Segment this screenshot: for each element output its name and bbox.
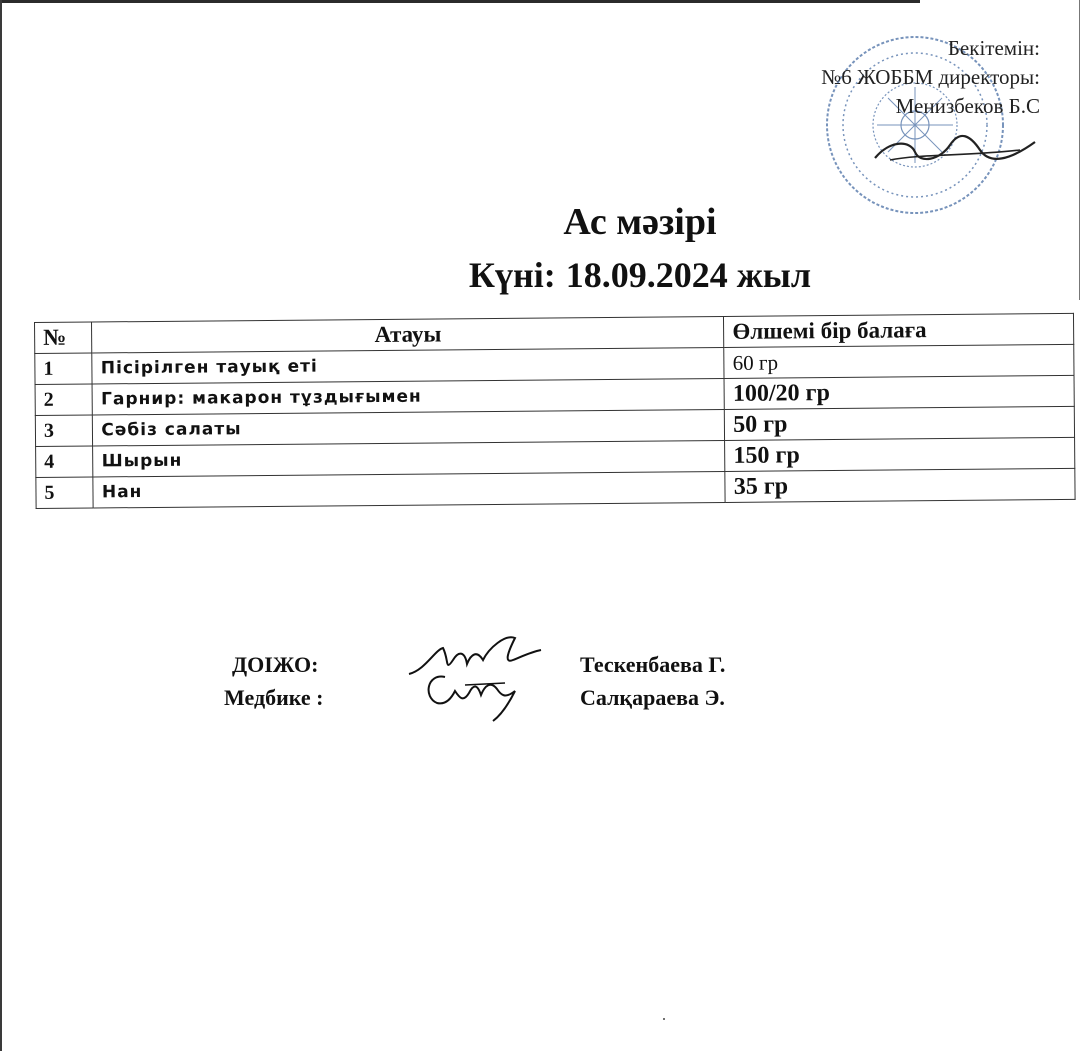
date-line: [100, 254, 1080, 296]
header-name: Атауы: [92, 316, 724, 353]
row-no: 1: [35, 353, 93, 385]
header-portion: Өлшемі бір балаға: [724, 313, 1074, 347]
row-no: 3: [35, 415, 93, 447]
page-title: Ас мәзірі: [563, 201, 717, 243]
date-value: 18.09.2024 жыл: [565, 255, 812, 295]
page-top-edge: [0, 0, 920, 3]
signature-name: Тескенбаева Г.: [580, 652, 726, 677]
row-portion: 50 гр: [725, 406, 1075, 440]
signature-role: Медбике :: [224, 685, 324, 710]
approval-line-2: №6 ЖОББМ директоры:: [821, 65, 1040, 89]
speck: [663, 1018, 665, 1020]
director-signature-icon: [870, 130, 1040, 170]
row-name: Шырын: [93, 440, 725, 477]
header-no: №: [35, 322, 93, 354]
row-name: Сәбіз салаты: [93, 409, 725, 446]
row-name: Гарнир: макарон тұздығымен: [92, 378, 724, 415]
row-portion: 60 гр: [724, 344, 1074, 378]
row-name: Нан: [93, 471, 725, 508]
row-name: Пісірілген тауық еті: [92, 347, 724, 384]
signature-row-nurse: [0, 685, 1080, 725]
approval-block: [821, 34, 1040, 121]
row-portion: 150 гр: [725, 437, 1075, 471]
menu-table: [34, 313, 1076, 509]
signature-name: Салқараева Э.: [580, 685, 725, 710]
row-no: 5: [36, 477, 94, 509]
row-no: 2: [35, 384, 93, 416]
page-left-edge: [0, 0, 2, 1051]
handwritten-signature-icon: [405, 663, 545, 723]
row-portion: 35 гр: [725, 468, 1075, 502]
signature-role: ДОІЖО:: [232, 652, 319, 677]
row-no: 4: [36, 446, 94, 478]
date-label: Күні:: [468, 255, 556, 295]
approval-line-1: Бекітемін:: [947, 36, 1040, 60]
approval-line-3: Менизбеков Б.С: [895, 94, 1040, 118]
row-portion: 100/20 гр: [724, 375, 1074, 409]
